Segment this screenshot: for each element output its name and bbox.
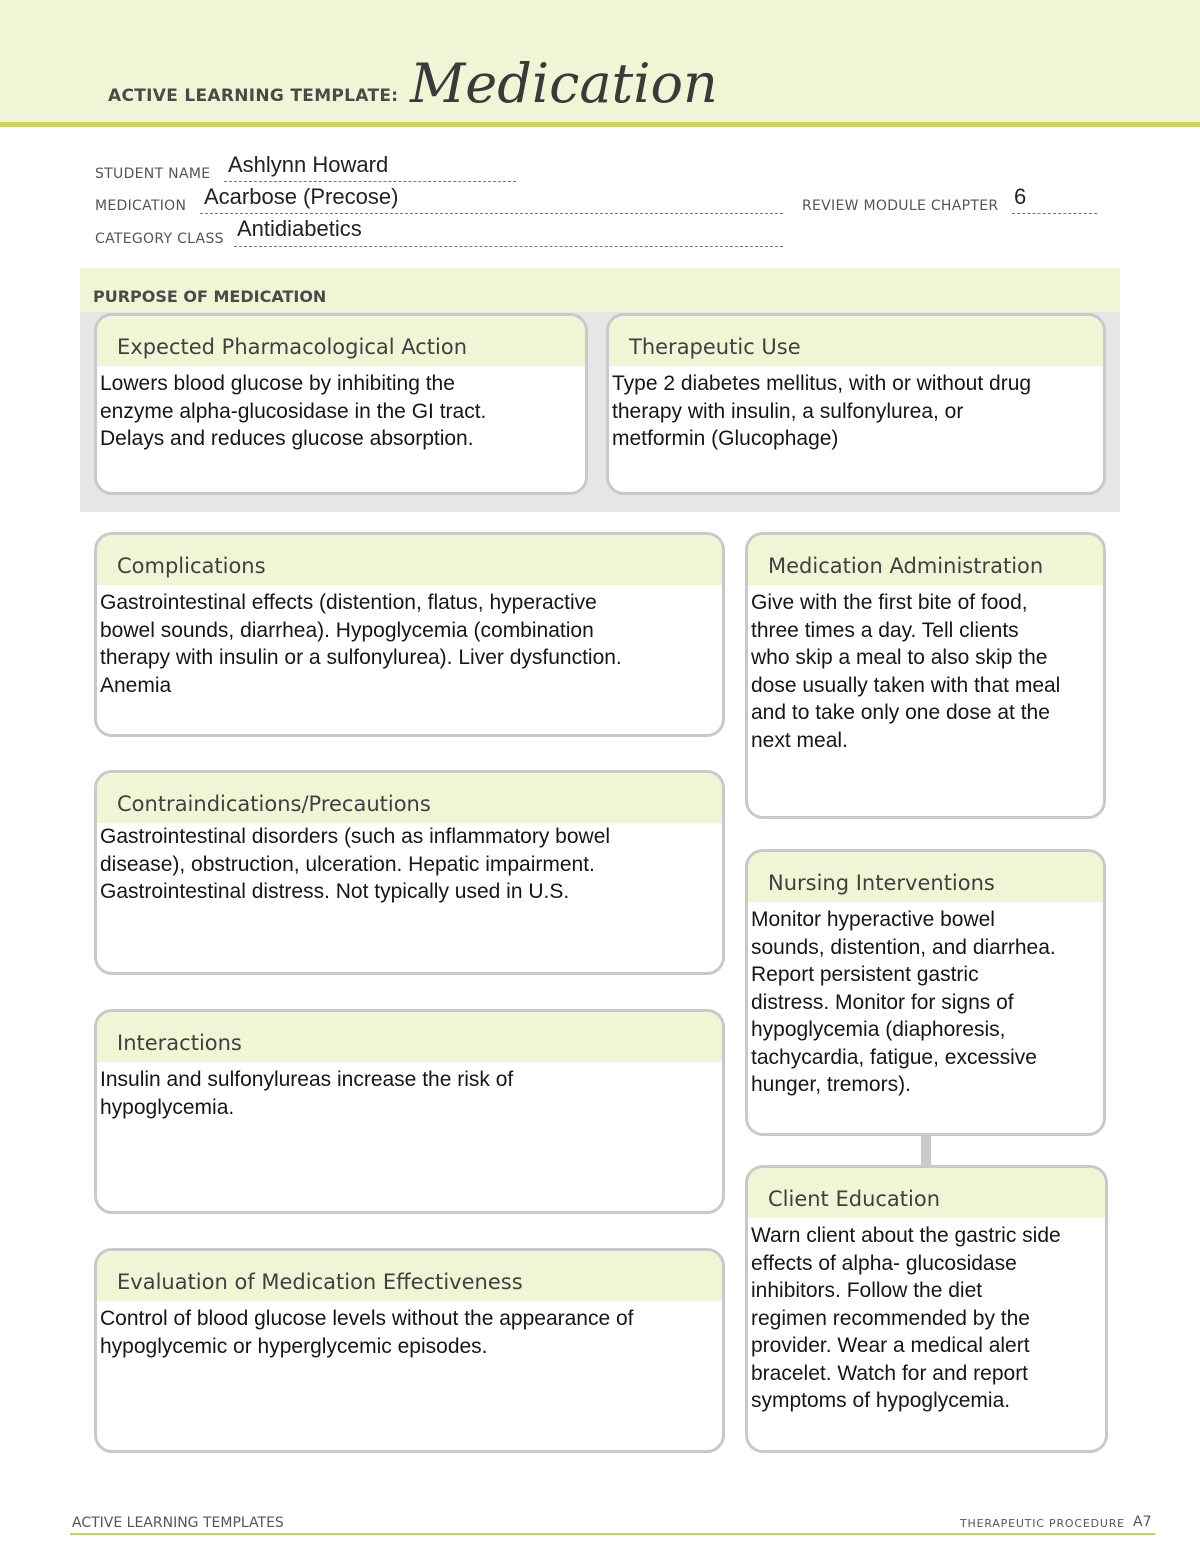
purpose-label: PURPOSE OF MEDICATION: [93, 287, 327, 306]
text-line: enzyme alpha-glucosidase in the GI tract.: [100, 399, 487, 423]
text-line: Type 2 diabetes mellitus, with or without drug: [612, 372, 1032, 395]
text-line: Give with the first bite of food,: [751, 591, 1028, 614]
category-class-value[interactable]: Antidiabetics: [237, 216, 362, 241]
client-education-title: Client Education: [748, 1168, 1105, 1218]
text-line: Monitor hyperactive bowel: [751, 908, 995, 931]
text-line: tachycardia, fatigue, excessive: [751, 1045, 1037, 1069]
footer-rule: [70, 1533, 1155, 1535]
contraindications-title: Contraindications/Precautions: [97, 773, 722, 823]
complications-title: Complications: [97, 535, 722, 585]
card-connector: [921, 1135, 931, 1167]
category-class-label: CATEGORY CLASS: [95, 231, 224, 247]
client-education-card: [745, 1165, 1108, 1453]
administration-body[interactable]: [748, 585, 1103, 754]
text-line: Gastrointestinal effects (distention, flatus, hyperactive: [100, 591, 597, 614]
text-line: bowel sounds, diarrhea). Hypoglycemia (combination: [100, 618, 594, 642]
text-line: effects of alpha- glucosidase: [751, 1251, 1017, 1275]
interactions-card: [94, 1009, 725, 1214]
evaluation-card: [94, 1248, 725, 1453]
text-line: hypoglycemia.: [100, 1095, 235, 1119]
medication-label: MEDICATION: [95, 198, 187, 214]
text-line: Gastrointestinal distress. Not typically used in U.S.: [100, 880, 570, 903]
student-name-value[interactable]: Ashlynn Howard: [228, 152, 389, 177]
header-rule: [0, 122, 1200, 127]
nursing-card: [745, 849, 1106, 1136]
administration-card: [745, 532, 1106, 819]
medication-value[interactable]: Acarbose (Precose): [204, 184, 399, 209]
administration-title: Medication Administration: [748, 535, 1103, 585]
interactions-body[interactable]: [97, 1062, 722, 1121]
text-line: disease), obstruction, ulceration. Hepatic impairment.: [100, 852, 595, 876]
text-line: therapy with insulin or a sulfonylurea). Liver dysfunction.: [100, 646, 622, 669]
text-line: provider. Wear a medical alert: [751, 1334, 1030, 1357]
text-line: who skip a meal to also skip the: [751, 646, 1048, 669]
student-name-label: STUDENT NAME: [95, 166, 211, 182]
complications-body[interactable]: [97, 585, 722, 699]
review-module-value[interactable]: 6: [1014, 184, 1027, 209]
footer-page: A7: [1133, 1514, 1152, 1530]
therapeutic-use-body[interactable]: [609, 366, 1103, 453]
contraindications-card: [94, 770, 725, 975]
nursing-title: Nursing Interventions: [748, 852, 1103, 902]
text-line: metformin (Glucophage): [612, 427, 839, 450]
text-line: Anemia: [100, 673, 172, 697]
text-line: sounds, distention, and diarrhea.: [751, 935, 1056, 959]
footer-right: THERAPEUTIC PROCEDURE: [960, 1517, 1125, 1530]
footer-left: ACTIVE LEARNING TEMPLATES: [72, 1515, 284, 1531]
text-line: and to take only one dose at the: [751, 701, 1050, 724]
template-title: Medication: [410, 52, 718, 115]
complications-card: [94, 532, 725, 737]
template-label: ACTIVE LEARNING TEMPLATE:: [108, 86, 399, 106]
expected-action-body[interactable]: [97, 366, 585, 453]
therapeutic-use-title: Therapeutic Use: [609, 316, 1103, 366]
expected-action-card: [94, 313, 588, 495]
text-line: dose usually taken with that meal: [751, 673, 1061, 697]
text-line: hunger, tremors).: [751, 1073, 911, 1096]
text-line: Lowers blood glucose by inhibiting the: [100, 372, 455, 395]
text-line: Warn client about the gastric side: [751, 1224, 1061, 1247]
text-line: distress. Monitor for signs of: [751, 990, 1014, 1014]
expected-action-title: Expected Pharmacological Action: [97, 316, 585, 366]
text-line: three times a day. Tell clients: [751, 618, 1019, 642]
text-line: symptoms of hypoglycemia.: [751, 1389, 1011, 1412]
client-education-body[interactable]: [748, 1218, 1105, 1415]
review-module-label: REVIEW MODULE CHAPTER: [802, 198, 999, 214]
text-line: inhibitors. Follow the diet: [751, 1279, 983, 1302]
interactions-title: Interactions: [97, 1012, 722, 1062]
text-line: bracelet. Watch for and report: [751, 1361, 1029, 1385]
text-line: Control of blood glucose levels without the appearance of: [100, 1307, 634, 1330]
text-line: Report persistent gastric: [751, 963, 979, 986]
contraindications-body[interactable]: [97, 823, 722, 906]
text-line: therapy with insulin, a sulfonylurea, or: [612, 399, 964, 423]
text-line: Gastrointestinal disorders (such as inflammatory bowel: [100, 825, 611, 848]
nursing-body[interactable]: [748, 902, 1103, 1099]
text-line: hypoglycemia (diaphoresis,: [751, 1018, 1006, 1041]
therapeutic-use-card: [606, 313, 1106, 495]
text-line: Insulin and sulfonylureas increase the risk of: [100, 1068, 514, 1091]
evaluation-title: Evaluation of Medication Effectiveness: [97, 1251, 722, 1301]
text-line: regimen recommended by the: [751, 1306, 1030, 1330]
text-line: next meal.: [751, 728, 848, 752]
text-line: hypoglycemic or hyperglycemic episodes.: [100, 1334, 488, 1358]
evaluation-body[interactable]: [97, 1301, 722, 1360]
text-line: Delays and reduces glucose absorption.: [100, 427, 474, 450]
